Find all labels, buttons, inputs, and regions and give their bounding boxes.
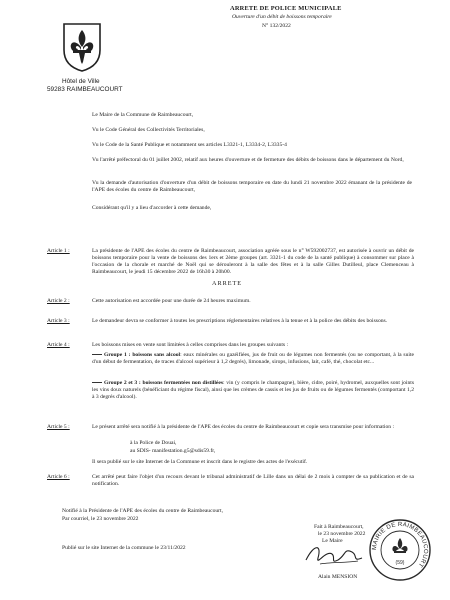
vu-arrete-prefectoral: Vu l'arrêté préfectoral du 01 juillet 2002, relatif aux heures d'ouverture et de fermeture des débits de boissons dans le département du Nord,: [92, 157, 404, 163]
recipient-police: à la Police de Douai,: [130, 440, 177, 446]
vu-demande: Vu la demande d'autorisation d'ouverture d'un débit de boissons temporaire en date du lundi 21 novembre 2022 émanant de la présidente de l'APE des écoles du centre de Raimbeaucourt,: [92, 180, 412, 193]
recipient-sdis: au SDIS- manifestation.g5@sdis59.fr,: [130, 448, 216, 454]
fleur-de-lis-logo-icon: [62, 22, 102, 72]
document-number: N° 132/2022: [262, 23, 291, 29]
article-2-label: Article 2 :: [47, 298, 70, 304]
handwritten-signature-icon: [300, 540, 370, 572]
dash-bullet: [92, 354, 102, 355]
group-1-item: [92, 352, 414, 366]
mayor-line: Le Maire de la Commune de Raimbeaucourt,: [92, 112, 194, 118]
article-1-text: La présidente de l'APE des écoles du centre de Raimbeaucourt, association agréée sous le n° W592002737, est autorisée à ouvrir un débit de boissons temporaire pour la vente de boissons des 1ers et 2ème groupes (art. 3321-1 du code de la santé publique) à consommer sur place à l'occasion de la chorale et marché de Noël qui se dérouleront à la salle des fêtes et à la salle Gilles Dutilleul, place Clemenceau à Raimbeaucourt, le jeudi 15 décembre 2022 de 16h30 à 20h00.: [92, 248, 414, 275]
group-2-3-text: : vin (y compris le champagne), bière, cidre, poiré, hydromel, auxquelles sont joints les vins doux naturels (bénéficiant du régime fiscal), ainsi que les crèmes de cassis et les jus de fruits ou de légumes fermentés (comportant 1,2 à 3 degrés d'alcool).: [92, 380, 414, 400]
vu-cgct: Vu le Code Général des Collectivités Territoriales,: [92, 127, 205, 133]
group-2-3-item: [92, 380, 414, 401]
article-6-label: Article 6 :: [47, 474, 70, 480]
notification-line: Notifié à la Présidente de l'APE des écoles du centre de Raimbeaucourt,: [62, 508, 223, 514]
article-2-text: Cette autorisation est accordée pour une durée de 24 heures maximum.: [92, 298, 251, 304]
publication-line: Publié sur le site Internet de la commune le 23/11/2022: [62, 545, 186, 551]
town-address: 59283 RAIMBEAUCOURT: [47, 86, 123, 93]
article-5-publish: Il sera publié sur le site Internet de la Commune et inscrit dans le registre des actes de l'exécutif.: [92, 459, 308, 465]
mairie-seal-icon: [368, 518, 432, 582]
signature-place: Fait à Raimbeaucourt,: [314, 524, 364, 530]
signature-date: le 23 novembre 2022: [318, 531, 366, 537]
considerant-line: Considérant qu'il y a lieu d'accorder à cette demande,: [92, 205, 212, 211]
arrete-heading: ARRETE: [212, 280, 243, 287]
article-1-label: Article 1 :: [47, 248, 70, 254]
article-4-intro: Les boissons mises en vente sont limitées à celles comprises dans les groupes suivants :: [92, 342, 289, 348]
seal-ring-text: MAIRIE DE RAIMBEAUCOURT: [371, 521, 429, 569]
signatory-name: Alain MENSION: [318, 574, 358, 580]
vu-code-sante: Vu le Code de la Santé Publique et notamment ses articles L3321-1, L3334-2, L3335-4: [92, 142, 287, 148]
article-3-text: Le demandeur devra se conformer à toutes les prescriptions réglementaires relatives à la tenue et à la police des débits des boissons.: [92, 318, 388, 324]
article-3-label: Article 3 :: [47, 318, 70, 324]
article-4-label: Article 4 :: [47, 342, 70, 348]
article-5-text: Le présent arrêté sera notifié à la présidente de l'APE des écoles du centre de Raimbeaucourt et copie sera transmise pour information :: [92, 424, 395, 430]
group-1-title: Groupe 1 : boissons sans alcool: [104, 352, 181, 358]
document-subtitle: Ouverture d'un débit de boissons temporaire: [232, 14, 332, 20]
document-title: ARRETE DE POLICE MUNICIPALE: [230, 5, 342, 12]
signature-role: Le Maire: [322, 538, 343, 544]
dash-bullet: [92, 382, 102, 383]
group-2-3-title: Groupe 2 et 3 : boissons fermentées non distillées: [104, 380, 224, 386]
article-5-label: Article 5 :: [47, 424, 70, 430]
town-hall-label: Hôtel de Ville: [62, 78, 100, 85]
group-1-text: : eaux minérales ou gazéifiées, jus de fruit ou de légumes non fermentés (ou ne comportant, à la suite d'un début de fermentation, de traces d'alcool supérieur à 1,2 degrés), limonade, sirops, infusions, lait, café, thé, chocolat etc...: [92, 352, 414, 365]
seal-code: (59): [395, 560, 405, 566]
article-6-text: Cet arrêté peut faire l'objet d'un recours devant le tribunal administratif de Lille dans un délai de 2 mois à compter de sa publication et de sa notification.: [92, 474, 414, 487]
notification-date: Par courriel, le 23 novembre 2022: [62, 516, 139, 522]
